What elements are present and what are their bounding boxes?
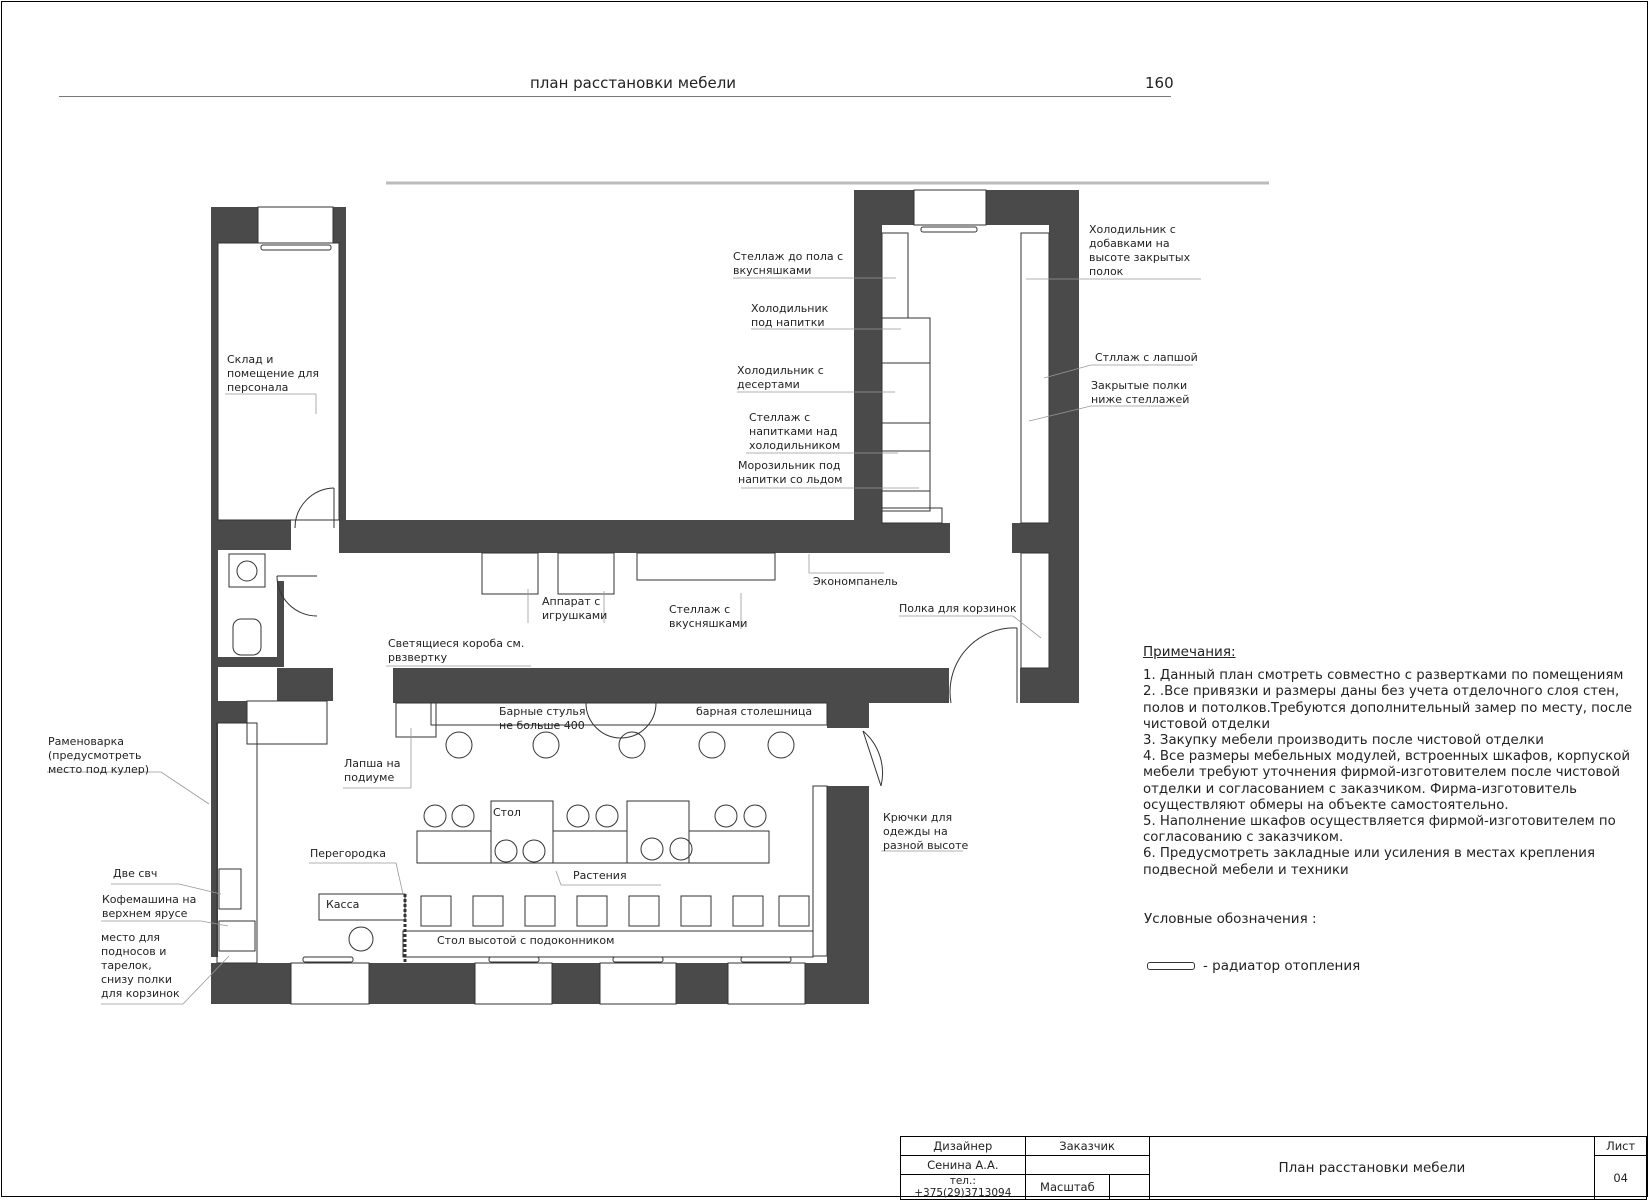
label-bar-counter xyxy=(696,705,812,718)
label-line: разной высоте xyxy=(883,839,969,852)
wall xyxy=(339,520,854,553)
label-fridge-additives xyxy=(1089,223,1194,278)
label-line: Холодильник xyxy=(751,302,829,315)
door-swing xyxy=(950,628,1017,703)
bar-stool xyxy=(533,732,559,758)
window xyxy=(475,963,552,1004)
label-plants xyxy=(573,869,627,882)
label-basket-shelf xyxy=(899,602,1017,615)
label-shelf-floor xyxy=(733,250,847,277)
label-line: Стллаж с лапшой xyxy=(1095,351,1198,364)
shelf-unit xyxy=(882,233,908,318)
label-line: Перегородка xyxy=(310,847,387,860)
table xyxy=(627,801,689,863)
label-storage xyxy=(227,353,322,394)
label-line: место под кулер) xyxy=(48,763,149,776)
shelf-base xyxy=(882,508,942,523)
wall xyxy=(211,207,258,243)
radiator xyxy=(921,227,977,232)
microwave xyxy=(219,869,241,909)
note-item: 5. Наполнение шкафов осуществляется фирмой-изготовителем по согласованию с заказчиком. xyxy=(1143,814,1616,846)
label-line: Касса xyxy=(326,898,360,911)
shelf-unit xyxy=(1021,553,1049,668)
stamp-title: План расстановки мебели xyxy=(1149,1137,1595,1200)
label-line: Полка для корзинок xyxy=(899,602,1017,615)
label-cashier xyxy=(326,898,359,911)
window-stool xyxy=(733,896,763,926)
label-hooks xyxy=(883,811,968,852)
window xyxy=(258,207,333,243)
window xyxy=(914,190,986,225)
radiator xyxy=(741,957,791,962)
label-line: верхнем ярусе xyxy=(102,907,188,920)
chair xyxy=(596,805,618,827)
label-line: рвзвертку xyxy=(388,651,448,664)
label-line: для корзинок xyxy=(101,987,180,1000)
window-stool xyxy=(421,896,451,926)
label-line: Холодильник с xyxy=(1089,223,1176,236)
label-window-table xyxy=(437,934,614,947)
label-line: полок xyxy=(1089,265,1124,278)
chair xyxy=(744,805,766,827)
radiator xyxy=(489,957,539,962)
table xyxy=(689,831,769,863)
label-line: Экономпанель xyxy=(813,575,898,588)
legend-radiator xyxy=(1147,958,1360,974)
label-line: место для xyxy=(101,931,161,944)
chair xyxy=(715,805,737,827)
stamp-client-label: Заказчик xyxy=(1025,1137,1149,1156)
wall xyxy=(217,701,247,723)
stamp-scale-label: Масштаб xyxy=(1025,1175,1110,1200)
fridge xyxy=(882,318,930,363)
wall xyxy=(211,963,291,1004)
label-partition xyxy=(310,847,386,860)
header-title: план расстановки мебели xyxy=(530,74,737,92)
chair xyxy=(495,840,517,862)
label-line: (предусмотреть xyxy=(48,749,142,762)
wall xyxy=(277,581,284,667)
label-line: Раменоварка xyxy=(48,735,124,748)
label-line: тарелок, xyxy=(101,959,152,972)
chair xyxy=(641,838,663,860)
radiator xyxy=(261,245,331,250)
label-freezer xyxy=(738,459,844,486)
radiator xyxy=(613,957,663,962)
window-stool xyxy=(779,896,809,926)
note-item: 2. .Все привязки и размеры даны без учета отделочного слоя стен, полов и потолков.Требуются дополнительный замер по месту, после чистовой отделки xyxy=(1143,684,1632,732)
label-coffee-machine xyxy=(102,893,200,920)
note-item: 3. Закупку мебели производить после чистовой отделки xyxy=(1143,733,1544,749)
label-line: добавками на xyxy=(1089,237,1170,250)
bar-stool xyxy=(768,732,794,758)
label-line: не больше 400 xyxy=(499,719,585,732)
stamp-sheet-label: Лист xyxy=(1595,1137,1647,1156)
notes-title: Примечания: xyxy=(1143,644,1236,660)
window-stool xyxy=(629,896,659,926)
shelf-unit xyxy=(882,423,930,491)
note-item: 6. Предусмотреть закладные или усиления в местах крепления подвесной мебели и техники xyxy=(1143,846,1595,878)
wall xyxy=(854,190,882,553)
chair xyxy=(452,805,474,827)
wall xyxy=(211,520,291,550)
label-shelf-snacks xyxy=(669,603,747,630)
shelf-snacks xyxy=(637,553,775,580)
plan-labels xyxy=(48,223,1198,1000)
label-fridge-desserts xyxy=(737,364,827,391)
stamp-sheet-number: 04 xyxy=(1595,1156,1647,1200)
window xyxy=(291,963,369,1004)
label-trays xyxy=(101,931,180,1000)
chair xyxy=(523,840,545,862)
label-line: Светящиеся короба см. xyxy=(388,637,525,650)
seats xyxy=(349,732,809,951)
counter-column xyxy=(217,723,257,963)
wall xyxy=(1012,523,1049,553)
freezer xyxy=(882,451,930,511)
label-line: барная столешница xyxy=(696,705,813,718)
notes-block xyxy=(1143,644,1643,879)
label-line: Крючки для xyxy=(883,811,953,824)
label-line: Кофемашина на xyxy=(102,893,197,906)
label-line: вкусняшками xyxy=(733,264,812,277)
label-line: Лапша на xyxy=(344,757,401,770)
header-page-number: 160 xyxy=(1145,74,1174,92)
legend-radiator-label: - радиатор отопления xyxy=(1203,958,1361,974)
wall xyxy=(854,523,950,553)
label-line: высоте закрытых xyxy=(1089,251,1191,264)
label-line: напитками над xyxy=(749,425,838,438)
stamp-designer-name: Сенина А.А. xyxy=(901,1156,1026,1175)
label-bar-stools xyxy=(499,705,589,732)
label-shelf-noodles xyxy=(1095,351,1198,364)
toilet xyxy=(233,619,261,655)
label-microwaves xyxy=(113,867,157,880)
wall xyxy=(277,668,333,701)
bar-stool xyxy=(446,732,472,758)
label-line: подносов и xyxy=(101,945,167,958)
bar-arc xyxy=(586,703,656,738)
door-swing xyxy=(295,488,334,528)
label-line: Холодильник с xyxy=(737,364,824,377)
stamp-client-value xyxy=(1025,1156,1149,1175)
label-line: одежды на xyxy=(883,825,948,838)
stamp-phone: тел.: +375(29)3713094 xyxy=(901,1175,1026,1200)
legend-title: Условные обозначения : xyxy=(1144,911,1317,927)
wall xyxy=(339,207,346,549)
label-line: Стеллаж до пола с xyxy=(733,250,844,263)
wall xyxy=(676,963,728,1004)
wall xyxy=(552,963,600,1004)
label-shelf-drinks xyxy=(749,411,841,452)
wall xyxy=(393,668,949,703)
window-stool xyxy=(577,896,607,926)
label-line: персонала xyxy=(227,381,289,394)
wall xyxy=(805,963,869,1004)
window xyxy=(728,963,805,1004)
label-line: холодильником xyxy=(749,439,841,452)
fridge xyxy=(882,363,930,423)
label-line: вкусняшками xyxy=(669,617,748,630)
label-line: напитки со льдом xyxy=(738,473,843,486)
wall xyxy=(211,657,277,667)
wall xyxy=(827,703,869,728)
table xyxy=(553,831,627,863)
label-line: Стол высотой с подоконником xyxy=(437,934,615,947)
label-line: под напитки xyxy=(751,316,825,329)
drawing-sheet xyxy=(1,1,1648,1197)
window xyxy=(600,963,676,1004)
label-line: игрушками xyxy=(542,609,608,622)
window-stool xyxy=(525,896,555,926)
label-line: снизу полки xyxy=(101,973,172,986)
label-light-boxes xyxy=(388,637,528,664)
label-table xyxy=(493,806,521,819)
stamp-designer-label: Дизайнер xyxy=(901,1137,1026,1156)
label-line: Стол xyxy=(493,806,521,819)
chair xyxy=(567,805,589,827)
label-line: Склад и xyxy=(227,353,274,366)
wall xyxy=(1049,190,1079,703)
sink-bowl xyxy=(237,561,257,581)
label-line: десертами xyxy=(737,378,800,391)
chair xyxy=(424,805,446,827)
label-line: Морозильник под xyxy=(738,459,841,472)
label-econopanel xyxy=(813,575,898,588)
door-leaf xyxy=(863,731,881,786)
hooks-panel xyxy=(813,786,827,956)
bar-stool xyxy=(699,732,725,758)
label-line: Аппарат с xyxy=(542,595,601,608)
toy-machine xyxy=(482,553,538,594)
label-fridge-drinks xyxy=(751,302,832,329)
radiator xyxy=(303,957,353,962)
stool xyxy=(349,927,373,951)
label-toy-machine xyxy=(542,595,607,622)
label-line: Закрытые полки xyxy=(1091,379,1188,392)
label-noodle-podium xyxy=(344,757,404,784)
label-line: ниже стеллажей xyxy=(1091,393,1190,406)
toy-machine xyxy=(558,553,614,594)
window-stool xyxy=(681,896,711,926)
stamp-scale-value xyxy=(1110,1175,1149,1200)
label-ramen-machine xyxy=(48,735,149,776)
label-line: Барные стулья xyxy=(499,705,586,718)
note-item: 1. Данный план смотреть совместно с развертками по помещениям xyxy=(1143,668,1624,684)
label-line: Стеллаж с xyxy=(749,411,811,424)
label-line: Стеллаж с xyxy=(669,603,731,616)
radiator-icon xyxy=(1147,962,1195,970)
floor-plan xyxy=(1,1,1650,1199)
label-line: Две свч xyxy=(113,867,158,880)
label-line: подиуме xyxy=(344,771,395,784)
note-item: 4. Все размеры мебельных модулей, встроенных шкафов, корпуской мебели требуют уточнения фирмой-изготовителем после чистовой отделки и согласованием с заказчиком. Фирма-изготовитель осуществляют обмеры на объекте самостоятельно. xyxy=(1143,749,1631,813)
wall xyxy=(1020,668,1079,703)
title-block xyxy=(900,1136,1647,1200)
label-line: Растения xyxy=(573,869,627,882)
walls xyxy=(211,190,1079,1004)
sink xyxy=(229,554,265,587)
noodle-podium xyxy=(396,703,436,737)
label-closed-shelves xyxy=(1091,379,1191,406)
table xyxy=(417,831,491,863)
ramen-station xyxy=(247,701,327,744)
leader-lines xyxy=(47,278,1201,1004)
wall xyxy=(369,963,475,1004)
label-line: помещение для xyxy=(227,367,319,380)
window-stool xyxy=(473,896,503,926)
